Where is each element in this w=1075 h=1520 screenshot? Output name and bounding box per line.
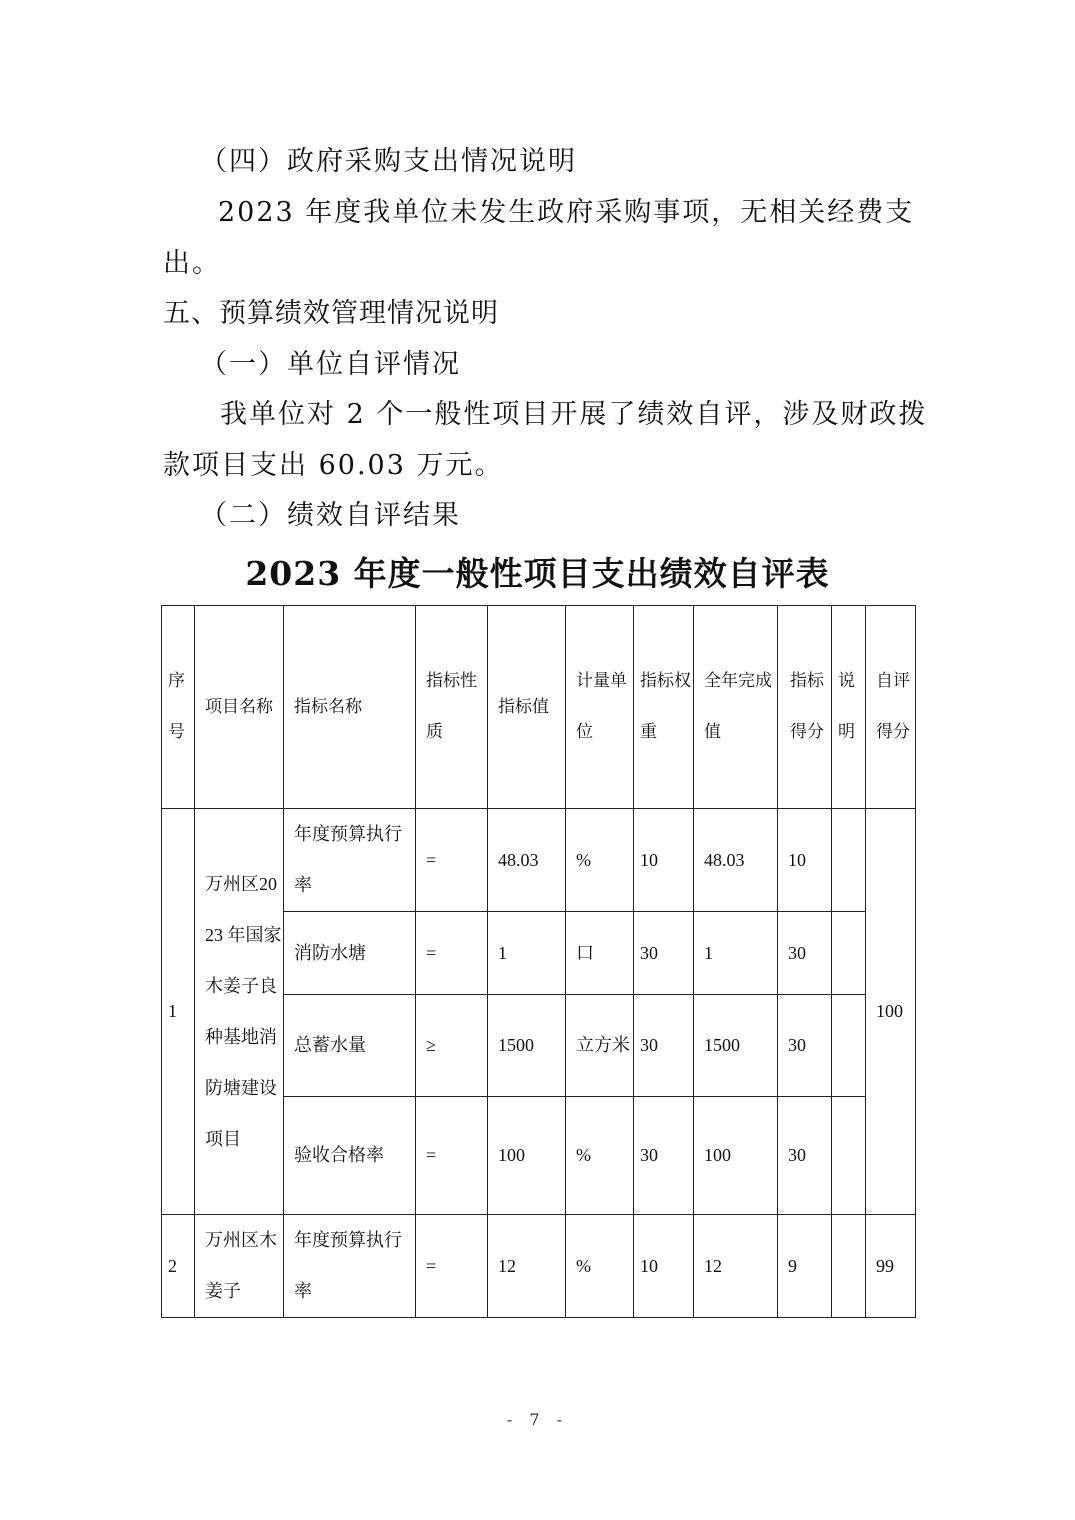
page-number: - 7 -: [506, 1410, 569, 1429]
indicator-nature: ≥: [416, 995, 488, 1097]
indicator-points: 30: [778, 995, 832, 1097]
indicator-points: 10: [778, 809, 832, 912]
project-self-score: 99: [866, 1215, 916, 1318]
indicator-unit: %: [566, 1215, 634, 1318]
header-indicator-value: 指标值: [488, 606, 566, 809]
project-no: 2: [162, 1215, 195, 1318]
indicator-value: 48.03: [488, 809, 566, 912]
indicator-note: [832, 809, 866, 912]
indicator-points: 30: [778, 1097, 832, 1215]
section-5-heading: 五、预算绩效管理情况说明: [163, 298, 499, 329]
header-project-name: 项目名称: [195, 606, 284, 809]
header-weight: 指标权重: [634, 606, 694, 809]
indicator-note: [832, 912, 866, 995]
indicator-note: [832, 995, 866, 1097]
indicator-unit: %: [566, 1097, 634, 1215]
table-title: 2023 年度一般性项目支出绩效自评表: [245, 554, 830, 593]
indicator-nature: =: [416, 1215, 488, 1318]
indicator-points: 9: [778, 1215, 832, 1318]
header-no: 序号: [162, 606, 195, 809]
indicator-actual: 48.03: [694, 809, 778, 912]
indicator-weight: 30: [634, 912, 694, 995]
indicator-value: 12: [488, 1215, 566, 1318]
indicator-weight: 10: [634, 1215, 694, 1318]
indicator-note: [832, 1215, 866, 1318]
header-unit: 计量单位: [566, 606, 634, 809]
indicator-nature: =: [416, 912, 488, 995]
section-5-2-heading: （二）绩效自评结果: [200, 500, 461, 531]
table-header-row: [162, 606, 916, 809]
indicator-value: 100: [488, 1097, 566, 1215]
performance-table: [161, 605, 916, 1318]
indicator-weight: 30: [634, 995, 694, 1097]
project-name: 万州区2023 年国家木姜子良种基地消防塘建设项目: [195, 809, 284, 1215]
header-indicator-score: 指标得分: [778, 606, 832, 809]
section-5-1-paragraph-line-1: 我单位对 2 个一般性项目开展了绩效自评，涉及财政拨: [220, 399, 928, 430]
indicator-value: 1: [488, 912, 566, 995]
table-row: [162, 809, 916, 912]
table-row: [162, 1215, 916, 1318]
indicator-name: 验收合格率: [284, 1097, 416, 1215]
header-indicator-nature: 指标性质: [416, 606, 488, 809]
indicator-actual: 12: [694, 1215, 778, 1318]
section-4-heading: （四）政府采购支出情况说明: [200, 146, 577, 177]
indicator-unit: 立方米: [566, 995, 634, 1097]
indicator-actual: 100: [694, 1097, 778, 1215]
indicator-nature: =: [416, 809, 488, 912]
indicator-points: 30: [778, 912, 832, 995]
indicator-actual: 1500: [694, 995, 778, 1097]
indicator-name: 年度预算执行率: [284, 1215, 416, 1318]
header-indicator-name: 指标名称: [284, 606, 416, 809]
header-annual-actual: 全年完成值: [694, 606, 778, 809]
section-4-paragraph-line-2: 出。: [163, 248, 221, 279]
indicator-nature: =: [416, 1097, 488, 1215]
indicator-value: 1500: [488, 995, 566, 1097]
project-self-score: 100: [866, 809, 916, 1215]
section-5-1-heading: （一）单位自评情况: [200, 349, 461, 380]
section-5-1-paragraph-line-2: 款项目支出 60.03 万元。: [163, 450, 504, 481]
indicator-unit: %: [566, 809, 634, 912]
indicator-actual: 1: [694, 912, 778, 995]
indicator-name: 年度预算执行率: [284, 809, 416, 912]
indicator-unit: 口: [566, 912, 634, 995]
indicator-note: [832, 1097, 866, 1215]
indicator-weight: 10: [634, 809, 694, 912]
project-name: 万州区木姜子: [195, 1215, 284, 1318]
indicator-weight: 30: [634, 1097, 694, 1215]
indicator-name: 消防水塘: [284, 912, 416, 995]
header-self-score: 自评得分: [866, 606, 916, 809]
header-note: 说明: [832, 606, 866, 809]
project-no: 1: [162, 809, 195, 1215]
section-4-paragraph-line-1: 2023 年度我单位未发生政府采购事项，无相关经费支: [218, 197, 915, 228]
indicator-name: 总蓄水量: [284, 995, 416, 1097]
